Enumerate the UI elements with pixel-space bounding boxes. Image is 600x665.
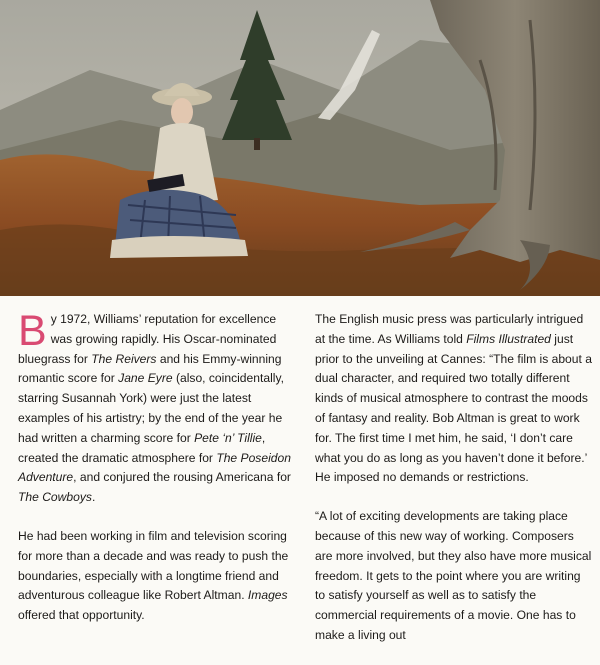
italic-title-text: Pete ‘n’ Tillie bbox=[194, 430, 262, 445]
body-text: The English music press was particularly intrigued at the time. As Williams told bbox=[315, 312, 584, 346]
paragraph-3 bbox=[315, 310, 593, 488]
body-text: offered that opportunity. bbox=[18, 608, 145, 623]
article-column-left bbox=[18, 307, 297, 645]
italic-title-text: The Reivers bbox=[91, 351, 157, 366]
body-text: , and conjured the rousing Americana for bbox=[73, 470, 291, 485]
paragraph-4 bbox=[315, 507, 593, 646]
paragraph-2 bbox=[18, 527, 297, 626]
body-text: “A lot of exciting developments are taking place because of this new way of working. Composers are more involved, but they also have more musical freedom. It gets to the point where you are writing to satisfy yourself as well as to satisfy the commercial requirements of a movie. One has to make a living out bbox=[315, 509, 592, 642]
paragraph-1 bbox=[18, 307, 297, 508]
italic-title-text: Films Illustrated bbox=[466, 331, 551, 346]
film-still-photo bbox=[0, 0, 600, 296]
body-text: y 1972, Williams’ reputation for excellence was growing rapidly. His Oscar-nominated bluegrass for bbox=[18, 312, 277, 366]
article-column-right bbox=[315, 310, 593, 665]
body-text: just prior to the unveiling at Cannes: “The film is about a dual character, and required two totally different kinds of musical atmosphere to contrast the moods of fantasy and reality. Bob Altman is great to work for. The first time I met him, he said, ‘I don’t care what you do as long as you haven’t done it before.’ He imposed no demands or restrictions. bbox=[315, 331, 592, 485]
italic-title-text: Jane Eyre bbox=[118, 371, 173, 386]
body-text: and his Emmy-winning romantic score for bbox=[18, 351, 282, 386]
body-text: He had been working in film and television scoring for more than a decade and was ready to push the boundaries, especially with a longtime friend and adventurous colleague like Robert Altman. bbox=[18, 528, 289, 603]
body-text: (also, coincidentally, starring Susannah York) were just the latest examples of his artistry; by the end of the year he had written a charming score for bbox=[18, 371, 284, 445]
italic-title-text: Images bbox=[247, 588, 288, 603]
dropcap-letter: B bbox=[18, 307, 47, 355]
italic-title-text: The Cowboys bbox=[18, 490, 92, 505]
body-text: , created the dramatic atmosphere for bbox=[18, 430, 266, 465]
body-text: . bbox=[91, 490, 96, 505]
italic-title-text: The Poseidon Adventure bbox=[18, 450, 291, 485]
